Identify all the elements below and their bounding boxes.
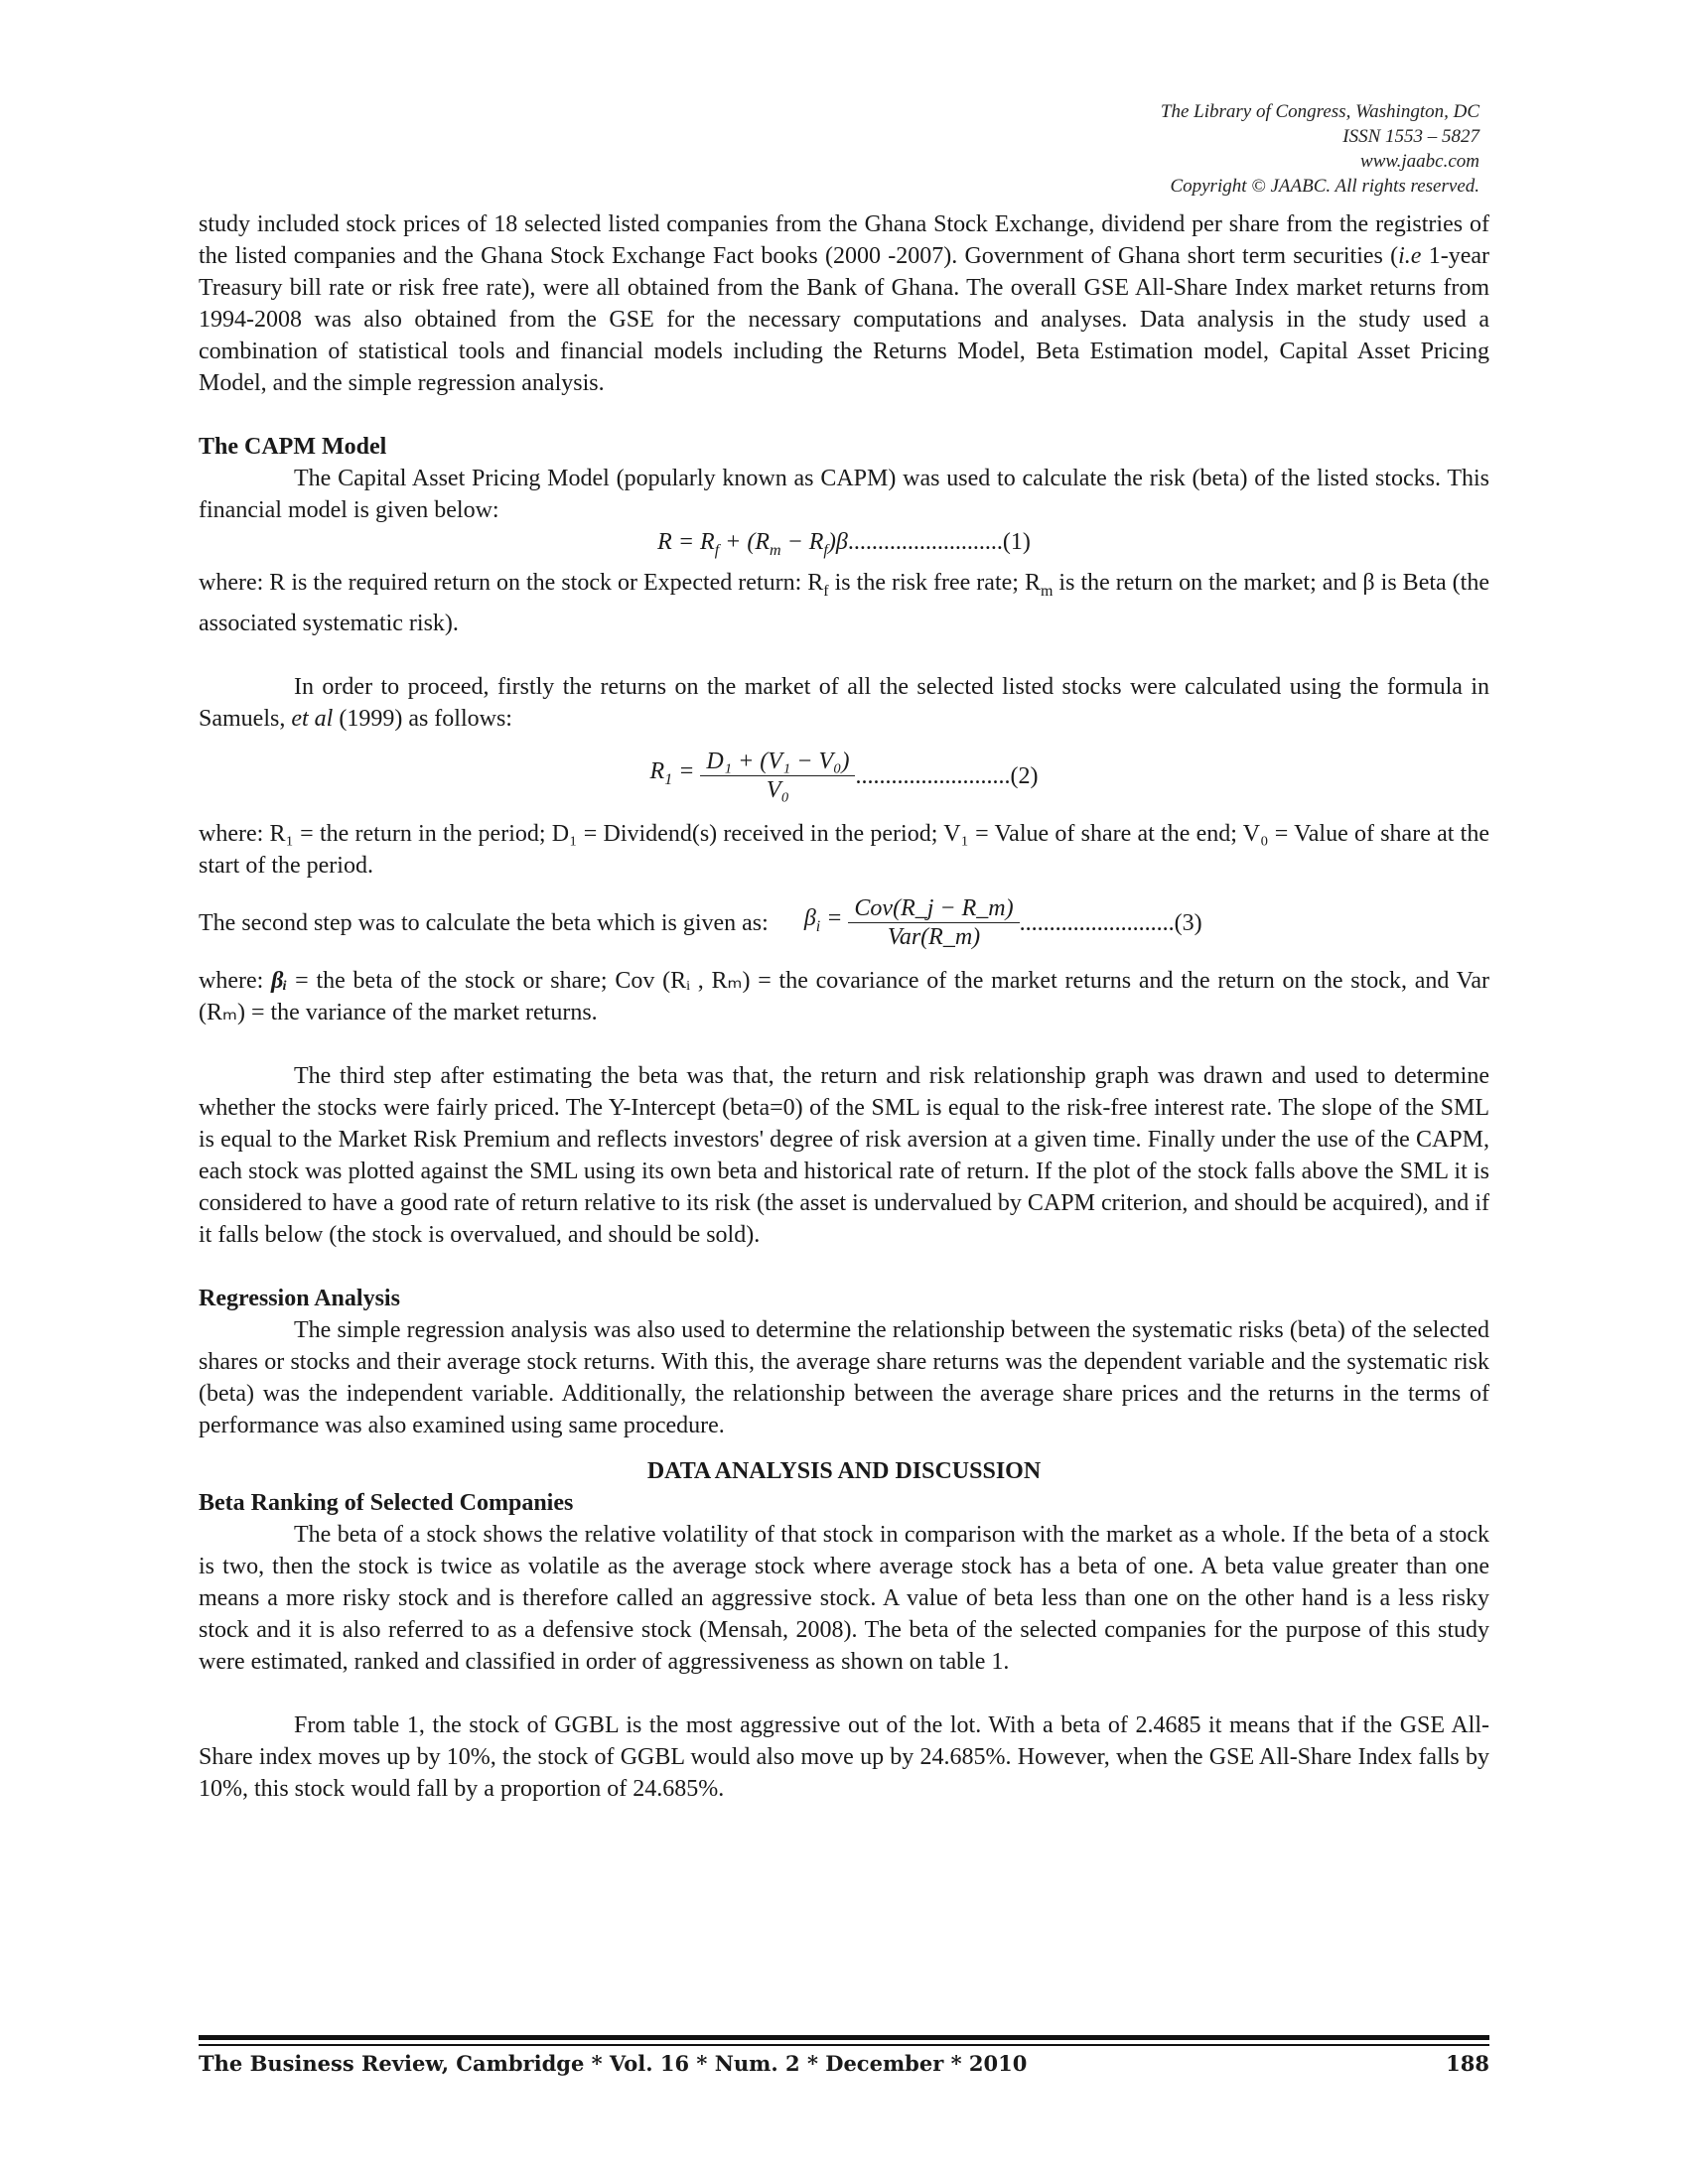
equation-3-line: The second step was to calculate the beta which is given as: $\beta_i$ = $\frac{\text{Cov(R\_j − R\_m)}}{\text{Var(R\_m)}}$ ..........................(3)	[199, 895, 1202, 951]
equation-2: $R_1$ = $\frac{\text{D₁ + (V₁ − V₀)}}{\text{V₀}}$ ..........................(2)	[649, 749, 1039, 804]
section-heading: DATA ANALYSIS AND DISCUSSION	[646, 1457, 1042, 1484]
page-body	[199, 208, 1489, 1805]
footer-rule-thin	[199, 2044, 1489, 2046]
running-header	[1161, 99, 1479, 199]
capm-heading: The CAPM Model	[199, 434, 387, 460]
where-paragraph-1: where: R is the required return on the stock or Expected return: $R_f$ is the risk free rate; $R_m$ is the return on the market; and β is Beta (the associated systematic risk).	[199, 569, 1489, 636]
third-step-paragraph: The third step after estimating the beta was that, the return and risk relationship graph was drawn and used to determine whether the stocks were fairly priced. The Y-Intercept (beta=0) of the SML is equal to the risk-free interest rate. The slope of the SML is equal to the Market Risk Premium and reflects investors' degree of risk aversion at a given time. Finally under the use of the CAPM, each stock was plotted against the SML using its own beta and historical rate of return. If the plot of the stock falls above the SML it is considered to have a good rate of return relative to its risk (the asset is undervalued by CAPM criterion, and should be acquired), and if it falls below (the stock is overvalued, and should be sold).	[199, 1062, 1489, 1248]
equation-2-fraction: $\frac{\text{D₁ + (V₁ − V₀)}}{\text{V₀}}$	[700, 748, 855, 804]
intro-paragraph	[199, 208, 1489, 399]
beta-ranking-heading: Beta Ranking of Selected Companies	[199, 1489, 574, 1516]
header-line-copyright: Copyright © JAABC. All rights reserved.	[1170, 176, 1479, 197]
intro-text-a: study included stock prices of 18 selected listed companies from the Ghana Stock Exchange, dividend per share from the registries of the listed companies and the Ghana Stock Exchange Fact books (2000 -2007). Government of Ghana short term securities (	[199, 211, 1489, 269]
returns-paragraph: In order to proceed, firstly the returns on the market of all the selected listed stocks were calculated using the formula in Samuels, et al (1999) as follows:	[199, 673, 1489, 732]
footer-journal: The Business Review, Cambridge * Vol. 16 * Num. 2 * December * 2010	[199, 2051, 1028, 2076]
regression-heading: Regression Analysis	[199, 1285, 400, 1311]
intro-ie: i.e	[1398, 243, 1422, 269]
intro-text-b: 1-year Treasury bill rate or risk free rate), were all obtained from the Bank of Ghana. The overall GSE All-Share Index market returns from 1994-2008 was also obtained from the GSE for the necessary computations and analyses. Data analysis in the study used a combination of statistical tools and financial models including the Returns Model, Beta Estimation model, Capital Asset Pricing Model, and the simple regression analysis.	[199, 243, 1489, 396]
header-line-library: The Library of Congress, Washington, DC	[1160, 101, 1479, 122]
page-number: 188	[1446, 2051, 1489, 2076]
equation-3-fraction: $\frac{\text{Cov(R\_j − R\_m)}}{\text{Var(R\_m)}}$	[848, 894, 1019, 951]
page-footer	[199, 2051, 1489, 2076]
regression-paragraph: The simple regression analysis was also used to determine the relationship between the systematic risks (beta) of the selected shares or stocks and their average stock returns. With this, the average share returns was the dependent variable and the systematic risk (beta) was the independent variable. Additionally, the relationship between the average share prices and the returns in the terms of performance was also examined using same procedure.	[199, 1316, 1489, 1438]
where-paragraph-3: where: βᵢ = the beta of the stock or share; Cov (Rᵢ , Rₘ) = the covariance of the market returns and the return on the stock, and Var (Rₘ) = the variance of the market returns.	[199, 967, 1489, 1025]
where-paragraph-2: where: R₁ = the return in the period; D₁ = Dividend(s) received in the period; V₁ = Value of share at the end; V₀ = Value of share at the start of the period.	[199, 820, 1489, 879]
header-line-website: www.jaabc.com	[1360, 151, 1479, 172]
equation-1: $R = R_f + (R_m - R_f)\beta..........................(1)$	[657, 529, 1031, 559]
beta-paragraph: The beta of a stock shows the relative volatility of that stock in comparison with the market as a whole. If the beta of a stock is two, then the stock is twice as volatile as the average stock where average stock has a beta of one. A beta value greater than one means a more risky stock and is therefore called an aggressive stock. A value of beta less than one on the other hand is a less risky stock and it is also referred to as a defensive stock (Mensah, 2008). The beta of the selected companies for the purpose of this study were estimated, ranked and classified in order of aggressiveness as shown on table 1.	[199, 1521, 1489, 1675]
capm-paragraph: The Capital Asset Pricing Model (popularly known as CAPM) was used to calculate the risk (beta) of the listed stocks. This financial model is given below:	[199, 466, 1489, 523]
ggbl-paragraph: From table 1, the stock of GGBL is the most aggressive out of the lot. With a beta of 2.4685 it means that if the GSE All-Share index moves up by 10%, the stock of GGBL would also move up by 24.685%. However, when the GSE All-Share Index falls by 10%, this stock would fall by a proportion of 24.685%.	[199, 1711, 1489, 1802]
header-line-issn: ISSN 1553 – 5827	[1342, 126, 1479, 147]
step2-text: The second step was to calculate the beta which is given as:	[199, 909, 769, 936]
footer-rule-thick	[199, 2035, 1489, 2040]
